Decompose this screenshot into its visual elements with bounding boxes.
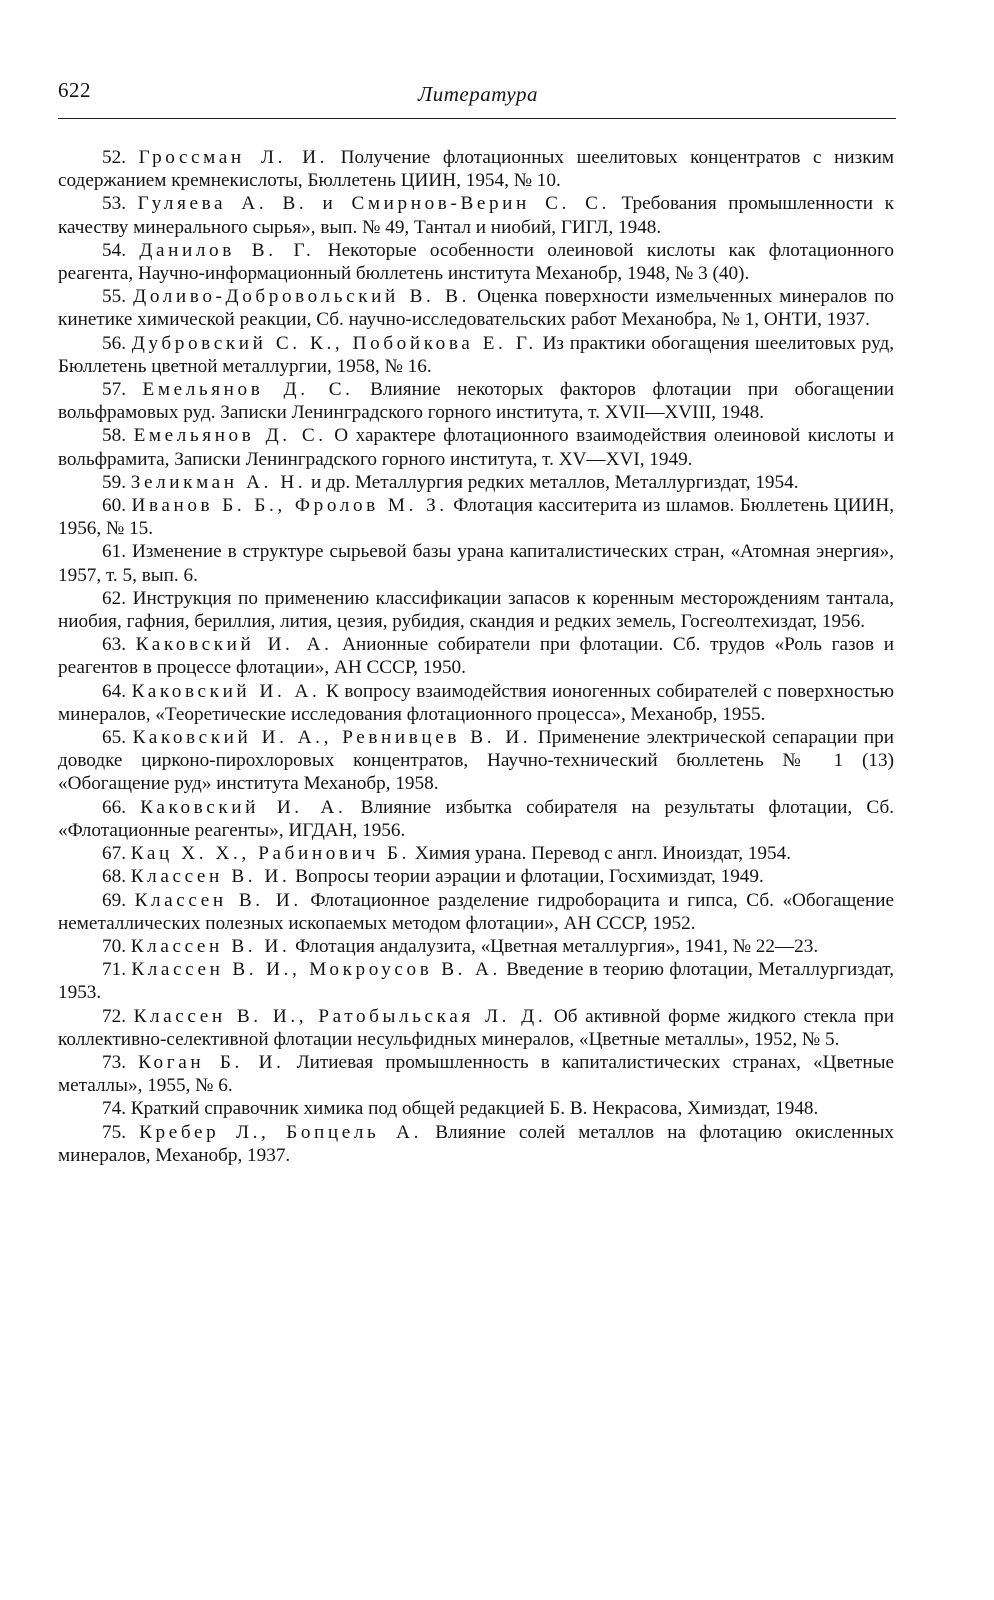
- reference-text: Влияние избытка собирателя на результаты флотации, Сб. «Флотационные реагенты», ИГДАН, 1956.: [58, 796, 895, 841]
- reference-author: Зеликман А. Н.: [130, 471, 307, 493]
- reference-author: Классен В. И.: [134, 889, 302, 911]
- reference-text: Требования промышленности к качеству минерального сырья», вып. № 49, Тантал и ниобий, ГИГЛ, 1948.: [58, 193, 895, 238]
- reference-entry: [58, 587, 894, 633]
- reference-number: 64.: [102, 680, 126, 702]
- reference-text: Инструкция по применению классификации запасов к коренным месторождениям тантала, ниобия, гафния, бериллия, лития, цезия, рубидия, скандия и редких земель, Госгеолтехиздат, 1956.: [58, 587, 895, 633]
- reference-author: Классен В. И., Ратобыльская Л. Д.: [133, 1005, 547, 1027]
- reference-text: Некоторые особенности олеиновой кислоты как флотационного реагента, Научно-информационный бюллетень института Механобр, 1948, № 3 (40).: [58, 239, 894, 285]
- reference-text: и др. Металлургия редких металлов, Металлургиздат, 1954.: [310, 471, 799, 493]
- reference-entry: [58, 726, 894, 796]
- reference-entry: [58, 796, 894, 842]
- running-title: Литература: [418, 82, 538, 106]
- reference-text: Флотационное разделение гидроборацита и гипса, Сб. «Обогащение неметаллических полезных ископаемых методом флотации», АН СССР, 1952.: [58, 889, 895, 934]
- reference-number: 71.: [102, 959, 126, 981]
- reference-text: Влияние солей металлов на флотацию окисленных минералов, Механобр, 1937.: [58, 1121, 895, 1166]
- reference-number: 72.: [102, 1005, 126, 1027]
- reference-text: Применение электрической сепарации при доводке цирконо-пирохлоровых концентратов, Научно-технический бюллетень № 1 (13) «Обогащение руд» института Механобр, 1958.: [58, 727, 895, 795]
- reference-author: Доливо-Добровольский В. В.: [133, 286, 470, 308]
- reference-entry: [58, 146, 894, 192]
- reference-number: 53.: [102, 193, 126, 215]
- reference-text: Получение флотационных шеелитовых концентратов с низким содержанием кремнекислоты, Бюллетень ЦИИН, 1954, № 10.: [58, 147, 894, 192]
- reference-number: 59.: [102, 471, 126, 493]
- reference-text: Флотация андалузита, «Цветная металлургия», 1941, № 22—23.: [295, 935, 819, 957]
- reference-author: Каковский И. А.: [135, 634, 333, 656]
- reference-text: Химия урана. Перевод с англ. Иноиздат, 1954.: [414, 843, 791, 865]
- reference-entry: [58, 424, 894, 470]
- reference-author: Классен В. И., Мокроусов В. А.: [131, 959, 501, 981]
- reference-author: Каковский И. А.: [131, 680, 321, 702]
- reference-number: 57.: [102, 379, 126, 401]
- reference-number: 74.: [102, 1098, 126, 1120]
- reference-number: 56.: [102, 332, 126, 354]
- reference-number: 60.: [102, 495, 126, 517]
- reference-number: 62.: [102, 587, 126, 609]
- reference-number: 61.: [102, 541, 126, 563]
- reference-author: Данилов В. Г.: [139, 239, 315, 261]
- reference-entry: [58, 192, 894, 238]
- reference-text: Краткий справочник химика под общей редакцией Б. В. Некрасова, Химиздат, 1948.: [130, 1098, 819, 1120]
- reference-text: О характере флотационного взаимодействия олеиновой кислоты и вольфрамита, Записки Ленинградского горного института, т. XV—XVI, 1949.: [58, 425, 894, 470]
- reference-author: Иванов Б. Б., Фролов М. З.: [131, 495, 448, 517]
- reference-entry: [58, 540, 894, 586]
- reference-entry: [58, 842, 894, 865]
- reference-author: Гроссман Л. И.: [138, 147, 329, 168]
- reference-text: Литиевая промышленность в капиталистических странах, «Цветные металлы», 1955, № 6.: [58, 1051, 894, 1097]
- reference-author: Каковский И. А., Ревнивцев В. И.: [132, 727, 532, 749]
- reference-author: Классен В. И.: [130, 866, 291, 888]
- reference-entry: [58, 889, 894, 935]
- reference-entry: [58, 1121, 894, 1167]
- reference-entry: [58, 633, 894, 679]
- reference-entry: [58, 1097, 894, 1120]
- reference-entry: [58, 935, 894, 958]
- reference-number: 52.: [102, 147, 126, 168]
- reference-number: 54.: [102, 239, 126, 261]
- reference-text: Об активной форме жидкого стекла при коллективно-селективной флотации несульфидных минералов, «Цветные металлы», 1952, № 5.: [58, 1005, 895, 1050]
- reference-author: Дубровский С. К., Побойкова Е. Г.: [131, 332, 537, 354]
- reference-entry: [58, 378, 894, 424]
- reference-number: 73.: [102, 1051, 126, 1073]
- reference-number: 63.: [102, 634, 126, 656]
- reference-number: 70.: [102, 935, 126, 957]
- reference-entry: [58, 332, 894, 378]
- reference-entry: [58, 285, 894, 331]
- reference-entry: [58, 1005, 894, 1051]
- reference-text: Флотация касситерита из шламов. Бюллетень ЦИИН, 1956, № 15.: [58, 495, 895, 540]
- reference-entry: [58, 958, 894, 1004]
- reference-text: Анионные собиратели при флотации. Сб. трудов «Роль газов и реагентов в процессе флотации», АН СССР, 1950.: [58, 634, 895, 679]
- reference-text: Оценка поверхности измельченных минералов по кинетике химической реакции, Сб. научно-исследовательских работ Механобра, № 1, ОНТИ, 1937.: [58, 286, 895, 331]
- reference-entry: [58, 239, 894, 285]
- reference-author: Емельянов Д. С.: [142, 379, 354, 401]
- reference-entry: [58, 494, 894, 540]
- reference-author: Каковский И. А.: [140, 796, 347, 818]
- reference-entry: [58, 865, 894, 888]
- reference-author: Емельянов Д. С.: [133, 425, 327, 447]
- reference-text: Вопросы теории аэрации и флотации, Госхимиздат, 1949.: [295, 866, 764, 888]
- reference-text: К вопросу взаимодействия ионогенных собирателей с поверхностью минералов, «Теоретические исследования флотационного процесса», Механобр, 1955.: [58, 680, 895, 725]
- reference-author: Кребер Л., Бопцель А.: [139, 1121, 423, 1143]
- reference-text: Введение в теорию флотации, Металлургиздат, 1953.: [58, 959, 895, 1004]
- reference-text: Влияние некоторых факторов флотации при обогащении вольфрамовых руд. Записки Ленинградского горного института, т. XVII—XVIII, 1948.: [58, 379, 894, 424]
- header-rule: [58, 118, 896, 119]
- reference-number: 75.: [102, 1121, 126, 1143]
- reference-number: 55.: [102, 286, 126, 308]
- reference-entry: [58, 680, 894, 726]
- reference-number: 69.: [102, 889, 126, 911]
- page-number: 622: [58, 78, 91, 102]
- reference-author: Гуляева А. В. и Смирнов-Верин С. С.: [137, 193, 610, 215]
- reference-list: [58, 146, 894, 1167]
- reference-number: 65.: [102, 727, 126, 749]
- reference-entry: [58, 1051, 894, 1097]
- reference-entry: [58, 471, 894, 494]
- reference-text: Изменение в структуре сырьевой базы урана капиталистических стран, «Атомная энергия», 1957, т. 5, вып. 6.: [58, 541, 895, 586]
- reference-author: Кац Х. Х., Рабинович Б.: [130, 843, 411, 865]
- reference-author: Коган Б. И.: [138, 1051, 285, 1073]
- reference-number: 58.: [102, 425, 126, 447]
- reference-number: 66.: [102, 796, 126, 818]
- reference-number: 67.: [102, 843, 126, 865]
- reference-author: Классен В. И.: [130, 935, 291, 957]
- page-header: [58, 78, 898, 112]
- reference-number: 68.: [102, 866, 126, 888]
- reference-text: Из практики обогащения шеелитовых руд, Бюллетень цветной металлургии, 1958, № 16.: [58, 332, 895, 377]
